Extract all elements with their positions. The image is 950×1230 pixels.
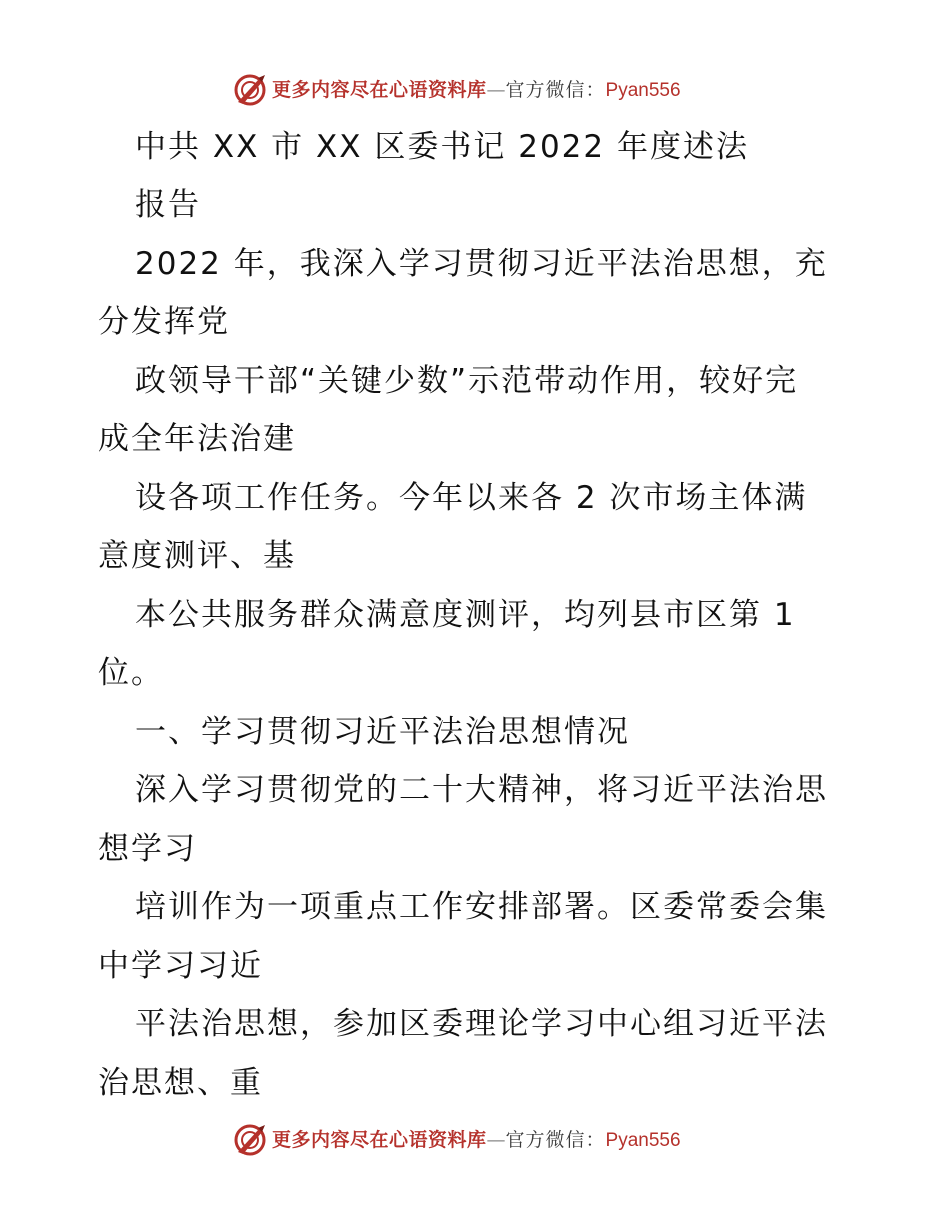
- paragraph-line: 培训作为一项重点工作安排部署。区委常委会集: [135, 889, 828, 925]
- paragraph-line: 意度测评、基: [98, 538, 296, 574]
- banner-wechat-id: Pyan556: [605, 80, 681, 101]
- footer-banner: [0, 1120, 950, 1160]
- paragraph-line: 政领导干部“关键少数”示范带动作用，较好完: [135, 363, 799, 399]
- paragraph-line: 分发挥党: [98, 304, 230, 340]
- paragraph-line: 深入学习贯彻党的二十大精神，将习近平法治思: [135, 772, 828, 808]
- paragraph-line: 本公共服务群众满意度测评，均列县市区第 1: [135, 597, 796, 633]
- document-title-line-1: 中共 XX 市 XX 区委书记 2022 年度述法: [135, 129, 749, 165]
- paragraph-line: 成全年法治建: [98, 421, 296, 457]
- paragraph-line: 治思想、重: [98, 1065, 263, 1101]
- banner-text: [272, 1127, 681, 1154]
- paragraph-line: 位。: [98, 655, 164, 691]
- paragraph-line: 设各项工作任务。今年以来各 2 次市场主体满: [135, 480, 808, 516]
- section-heading: 一、学习贯彻习近平法治思想情况: [135, 714, 630, 750]
- banner-wechat-id: Pyan556: [605, 1130, 681, 1151]
- paragraph-line: 想学习: [98, 831, 197, 867]
- banner-brand: 更多内容尽在心语资料库: [272, 1129, 487, 1151]
- quill-seal-icon: [232, 1122, 268, 1158]
- paragraph-line: 2022 年，我深入学习贯彻习近平法治思想，充: [135, 246, 828, 282]
- banner-separator: —: [486, 79, 506, 101]
- banner-separator: —: [486, 1129, 506, 1151]
- banner-wechat-label: 官方微信：: [505, 79, 606, 101]
- banner-wechat-label: 官方微信：: [505, 1129, 606, 1151]
- document-title-line-2: 报告: [135, 187, 201, 223]
- paragraph-line: 平法治思想，参加区委理论学习中心组习近平法: [135, 1006, 828, 1042]
- paragraph-line: 中学习习近: [98, 948, 263, 984]
- banner-brand: 更多内容尽在心语资料库: [272, 79, 487, 101]
